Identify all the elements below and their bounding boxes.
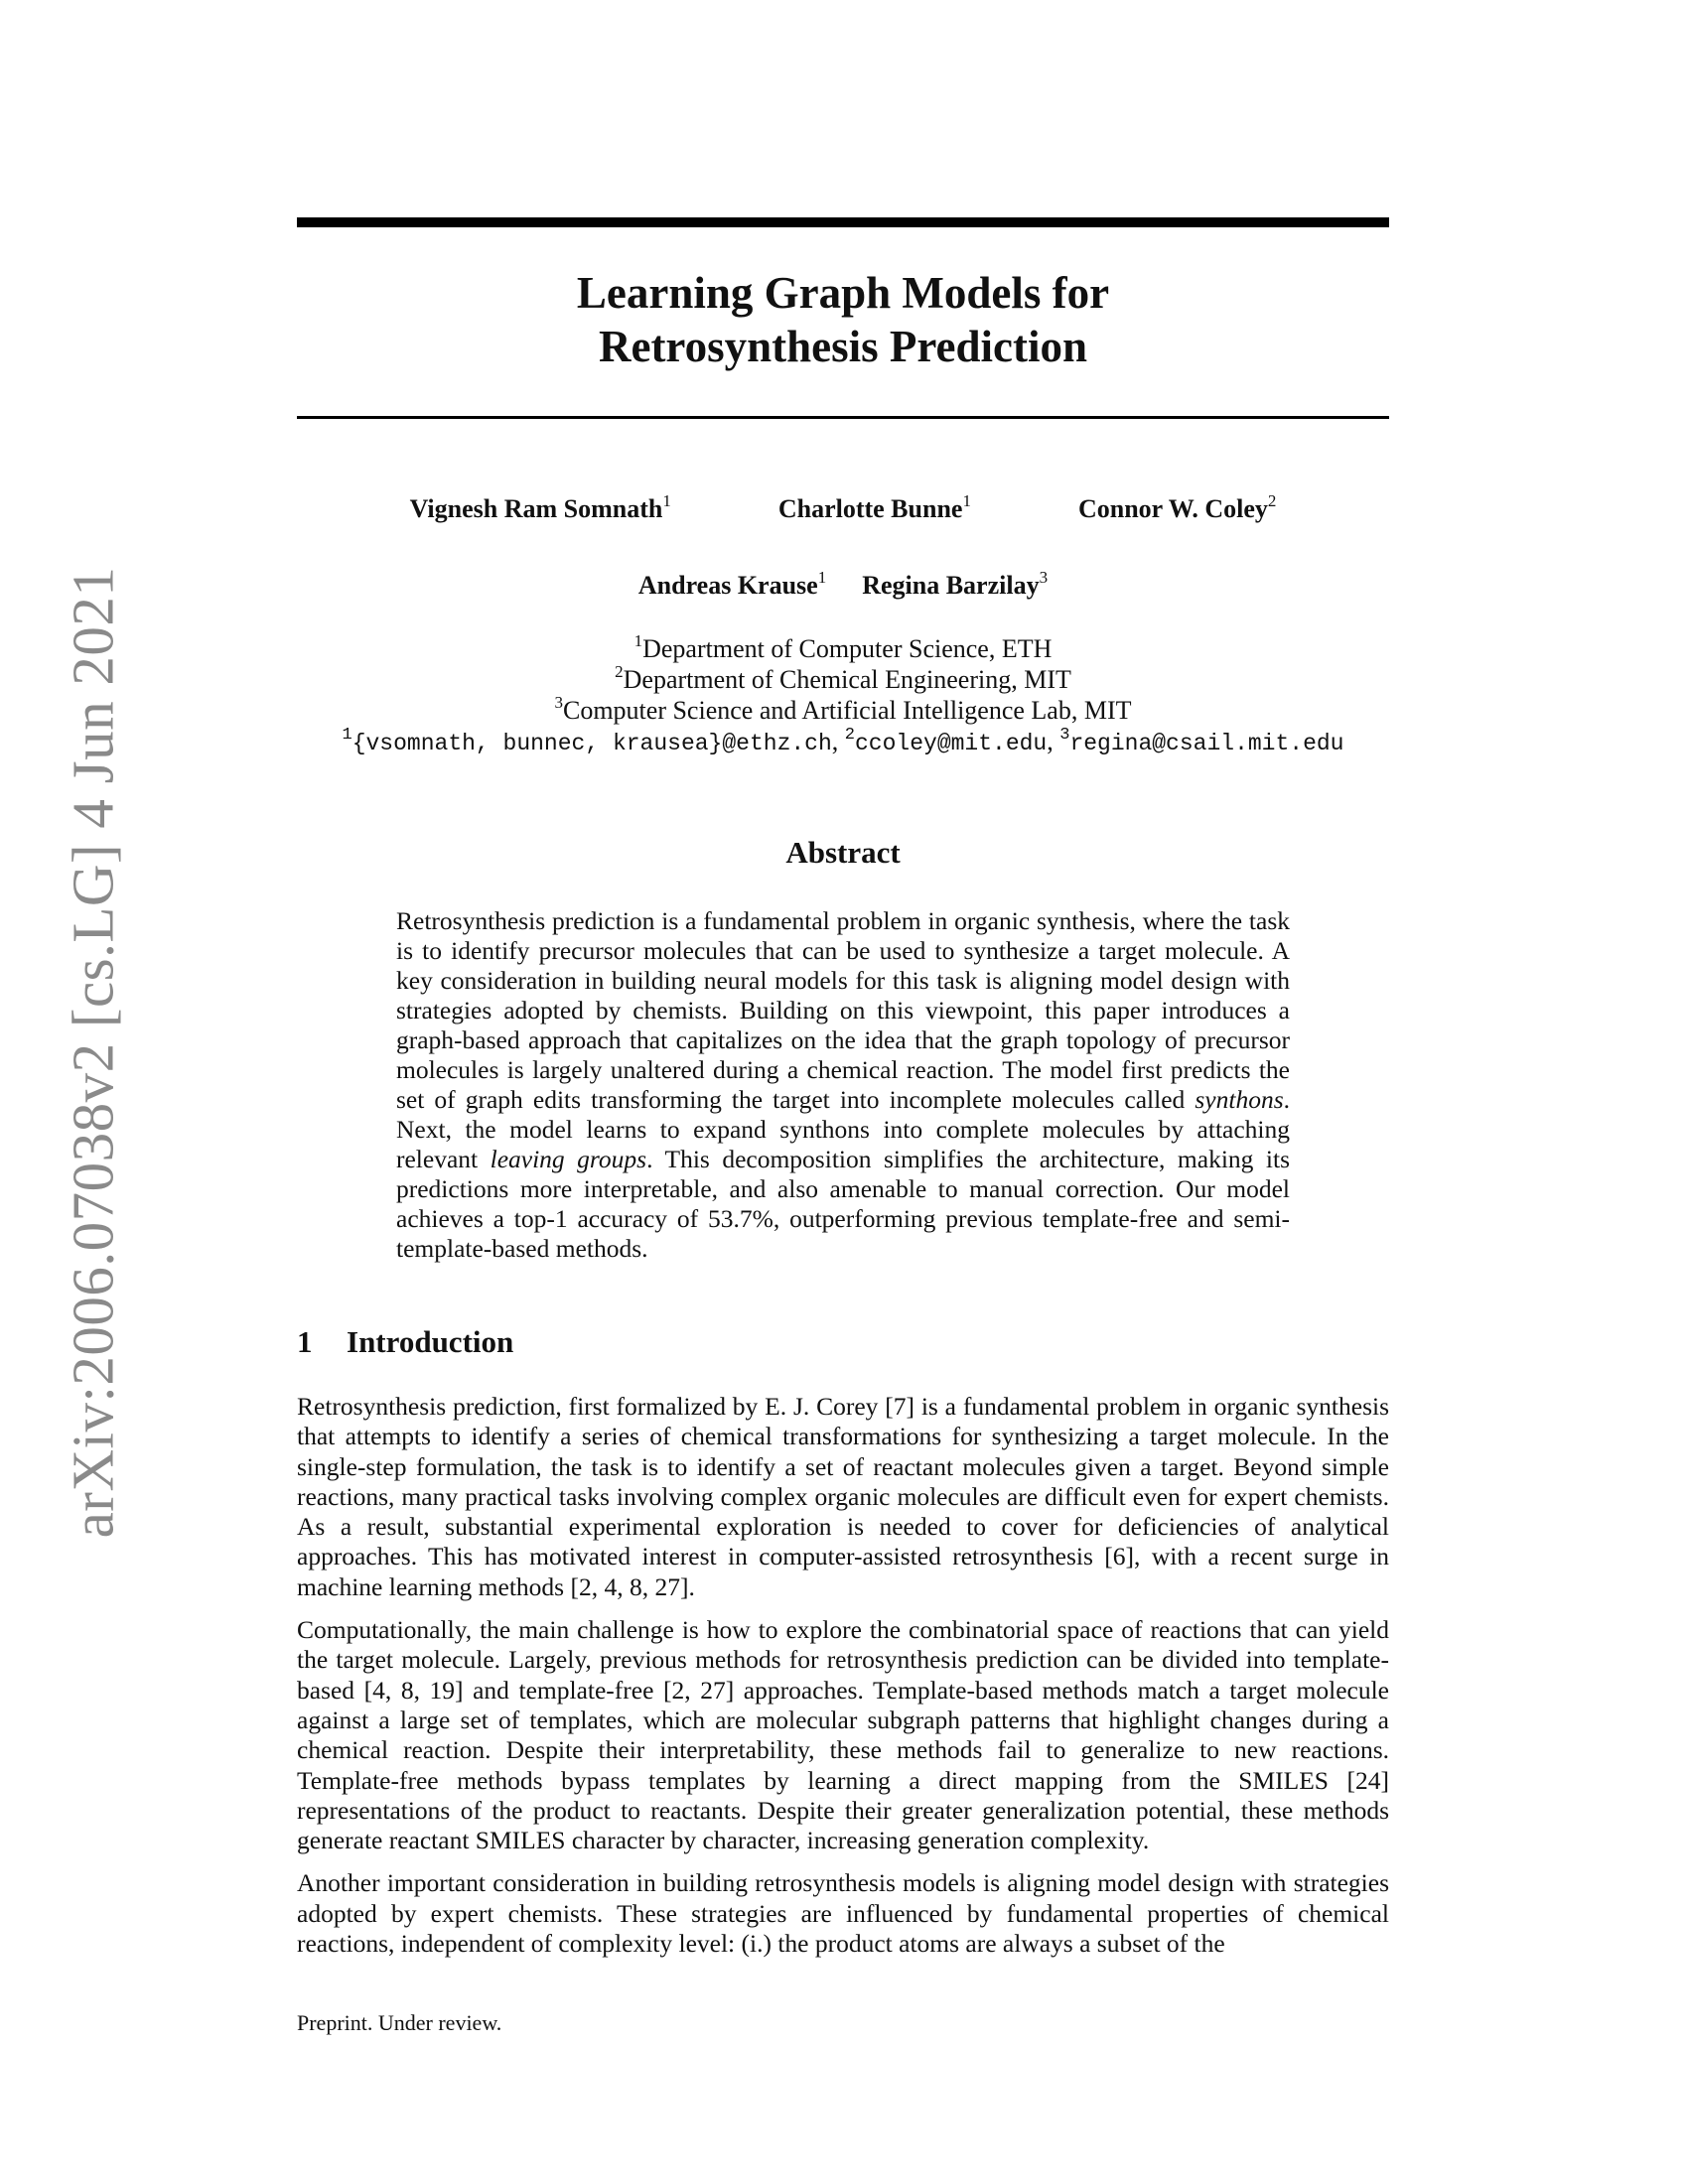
author-affiliation-mark: 2 [1267,491,1277,510]
email-mark: 3 [1059,726,1070,745]
author-affiliation-mark: 1 [662,491,671,510]
affiliation-text: Department of Chemical Engineering, MIT [623,665,1071,694]
body-paragraph: Another important consideration in building retrosynthesis models is aligning model design with strategies adopted by expert chemists. These strategies are influenced by fundamental properties of chemical reactions, independent of complexity level: (i.) the product atoms are always a subset of the [297,1868,1389,1959]
body-paragraph: Retrosynthesis prediction, first formalized by E. J. Corey [7] is a fundamental problem in organic synthesis that attempts to identify a series of chemical transformations for synthesizing a target molecule. In the single-step formulation, the task is to identify a set of reactant molecules given a target. Beyond simple reactions, many practical tasks involving complex organic molecules are difficult even for expert chemists. As a result, substantial experimental exploration is needed to cover for deficiencies of analytical approaches. This has motivated interest in computer-assisted retrosynthesis [6], with a recent surge in machine learning methods [2, 4, 8, 27]. [297,1392,1389,1601]
author-affiliation-mark: 1 [817,568,827,587]
abstract-term-synthons: synthons [1195,1085,1284,1114]
author-affiliation-mark: 3 [1039,568,1049,587]
author [778,493,971,525]
email-address[interactable]: regina@csail.mit.edu [1069,731,1344,756]
title-line-1: Learning Graph Models for [576,268,1110,318]
abstract-text [396,906,1290,1264]
abstract-text-part: Retrosynthesis prediction is a fundamental problem in organic synthesis, where the task is to identify precursor molecules that can be used to synthesize a target molecule. A key consideration in building neural models for this task is aligning model design with strategies adopted by chemists. Building on this viewpoint, this paper introduces a graph-based approach that capitalizes on the idea that the graph topology of precursor molecules is largely unaltered during a chemical reaction. The model first predicts the set of graph edits transforming the target into incomplete molecules called [396,906,1290,1114]
author-name: Regina Barzilay [862,571,1040,600]
author-affiliation-mark: 1 [962,491,971,510]
author-name: Vignesh Ram Somnath [409,494,663,523]
author [1078,493,1276,525]
arxiv-identifier: arXiv:2006.07038v2 [cs.LG] 4 Jun 2021 [60,566,126,1539]
abstract-term-leaving-groups: leaving groups [490,1145,647,1173]
email-mark: 2 [844,726,855,745]
abstract-text-part: . Next, the model learns to expand synthons into complete molecules by attaching relevant [396,1085,1290,1173]
author [638,570,826,602]
author [862,570,1048,602]
affiliations [297,633,1389,759]
affiliation-text: Department of Computer Science, ETH [642,634,1053,663]
section-title: Introduction [347,1324,514,1359]
footer-note: Preprint. Under review. [297,2010,502,2035]
author-name: Connor W. Coley [1077,494,1268,523]
affiliation [297,633,1389,664]
section-heading-introduction [297,1323,513,1361]
affiliation [297,664,1389,695]
email-address[interactable]: ccoley@mit.edu [855,731,1048,756]
affiliation-mark: 3 [554,693,563,712]
section-number: 1 [297,1324,313,1359]
affiliation-mark: 2 [615,662,624,681]
affiliation-text: Computer Science and Artificial Intelligence Lab, MIT [562,696,1132,725]
affiliation-mark: 1 [633,631,643,650]
author-name: Andreas Krause [637,571,818,600]
affiliation [297,695,1389,726]
email-mark: 1 [342,726,352,745]
authors-row-2 [297,570,1389,602]
title-line-2: Retrosynthesis Prediction [598,322,1088,371]
email-line: $^1${vsomnath, bunnec, krausea}@ethz.ch, $^2$ccoley@mit.edu, $^3$regina@csail.mit.edu [342,726,1344,756]
authors-row-1 [297,493,1389,525]
email-address[interactable]: {vsomnath, bunnec, krausea}@ethz.ch [352,731,832,756]
author-name: Charlotte Bunne [777,494,963,523]
abstract-heading: Abstract [785,835,901,870]
title-top-rule [297,217,1389,227]
title-bottom-rule [297,416,1389,419]
author [410,493,671,525]
abstract-text-part: . This decomposition simplifies the architecture, making its predictions more interpretable, and also amenable to manual correction. Our model achieves a top-1 accuracy of 53.7%, outperforming previous template-free and semi-template-based methods. [396,1145,1290,1263]
body-paragraph: Computationally, the main challenge is how to explore the combinatorial space of reactions that can yield the target molecule. Largely, previous methods for retrosynthesis prediction can be divided into template-based [4, 8, 19] and template-free [2, 27] approaches. Template-based methods match a target molecule against a large set of templates, which are molecular subgraph patterns that highlight changes during a chemical reaction. Despite their interpretability, these methods fail to generalize to new reactions. Template-free methods bypass templates by learning a direct mapping from the SMILES [24] representations of the product to reactants. Despite their greater generalization potential, these methods generate reactant SMILES character by character, increasing generation complexity. [297,1615,1389,1855]
introduction-body [297,1392,1389,1972]
paper-title [297,266,1389,373]
